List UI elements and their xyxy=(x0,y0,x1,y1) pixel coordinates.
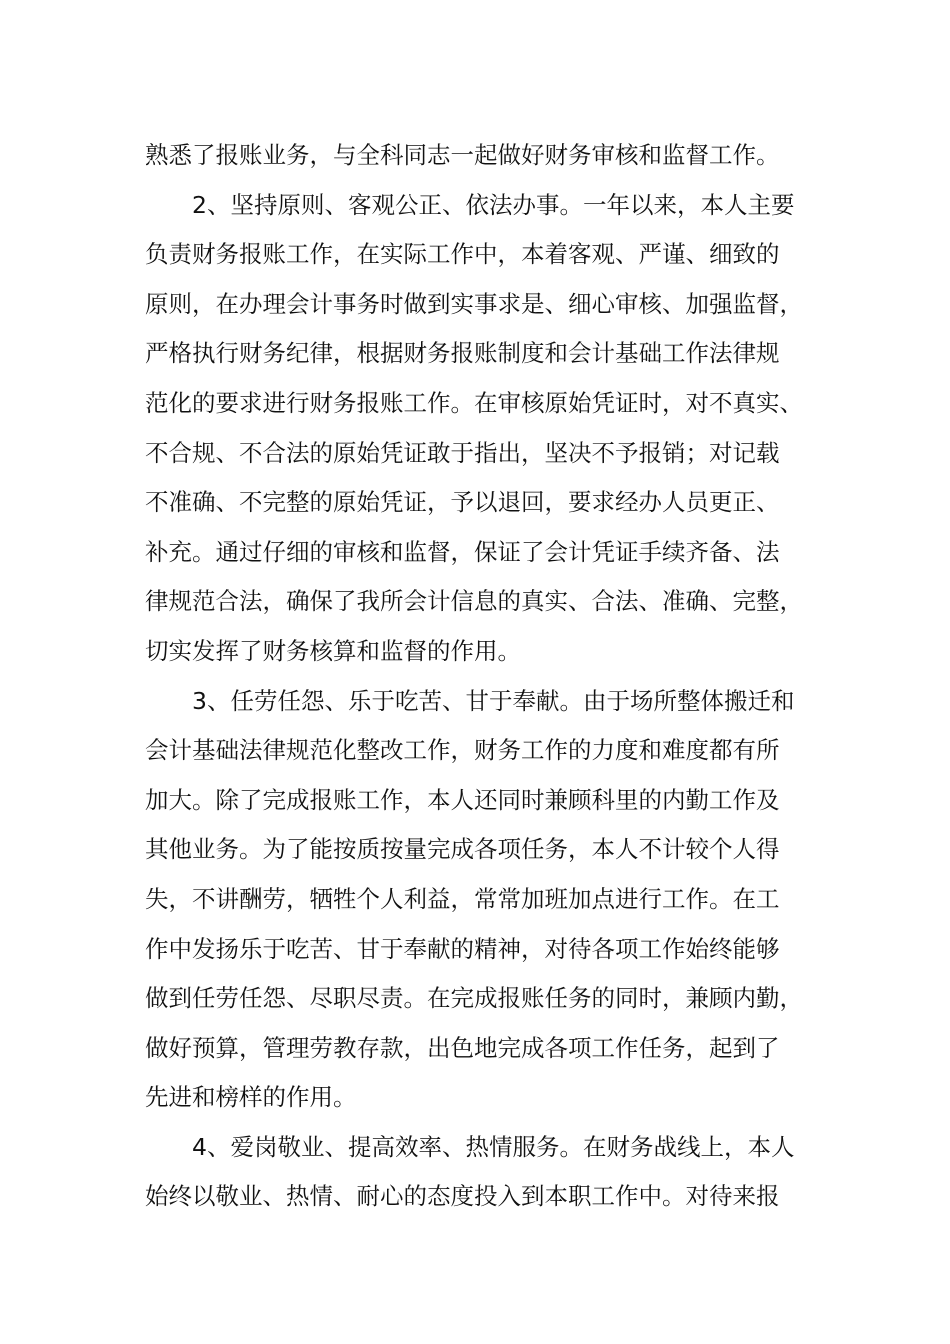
text-line-6: 范化的要求进行财务报账工作。在审核原始凭证时，对不真实、 xyxy=(145,388,803,417)
text-line-5: 严格执行财务纪律，根据财务报账制度和会计基础工作法律规 xyxy=(145,339,780,368)
text-line-22: 始终以敬业、热情、耐心的态度投入到本职工作中。对待来报 xyxy=(145,1182,780,1211)
text-line-7: 不合规、不合法的原始凭证敢于指出，坚决不予报销；对记载 xyxy=(145,438,780,467)
text-line-14: 加大。除了完成报账工作，本人还同时兼顾科里的内勤工作及 xyxy=(145,785,780,814)
text-line-21: 4、爱岗敬业、提高效率、热情服务。在财务战线上，本人 xyxy=(192,1132,795,1161)
text-line-3: 负责财务报账工作，在实际工作中，本着客观、严谨、细致的 xyxy=(145,240,780,269)
text-line-11: 切实发挥了财务核算和监督的作用。 xyxy=(145,636,521,665)
text-line-17: 作中发扬乐于吃苦、甘于奉献的精神，对待各项工作始终能够 xyxy=(145,934,780,963)
text-line-18: 做到任劳任怨、尽职尽责。在完成报账任务的同时，兼顾内勤， xyxy=(145,984,803,1013)
text-line-12: 3、任劳任怨、乐于吃苦、甘于奉献。由于场所整体搬迁和 xyxy=(192,686,795,715)
text-line-19: 做好预算，管理劳教存款，出色地完成各项工作任务，起到了 xyxy=(145,1033,780,1062)
text-line-9: 补充。通过仔细的审核和监督，保证了会计凭证手续齐备、法 xyxy=(145,537,780,566)
text-line-2: 2、坚持原则、客观公正、依法办事。一年以来，本人主要 xyxy=(192,190,795,219)
text-line-8: 不准确、不完整的原始凭证，予以退回，要求经办人员更正、 xyxy=(145,488,780,517)
text-line-15: 其他业务。为了能按质按量完成各项任务，本人不计较个人得 xyxy=(145,835,780,864)
text-line-1: 熟悉了报账业务，与全科同志一起做好财务审核和监督工作。 xyxy=(145,141,780,169)
document-body xyxy=(145,131,825,1222)
text-line-10: 律规范合法，确保了我所会计信息的真实、合法、准确、完整， xyxy=(145,587,803,616)
text-line-20: 先进和榜样的作用。 xyxy=(145,1083,357,1112)
text-line-16: 失，不讲酬劳，牺牲个人利益，常常加班加点进行工作。在工 xyxy=(145,884,780,913)
text-line-4: 原则，在办理会计事务时做到实事求是、细心审核、加强监督， xyxy=(145,289,803,318)
text-line-13: 会计基础法律规范化整改工作，财务工作的力度和难度都有所 xyxy=(145,736,780,765)
